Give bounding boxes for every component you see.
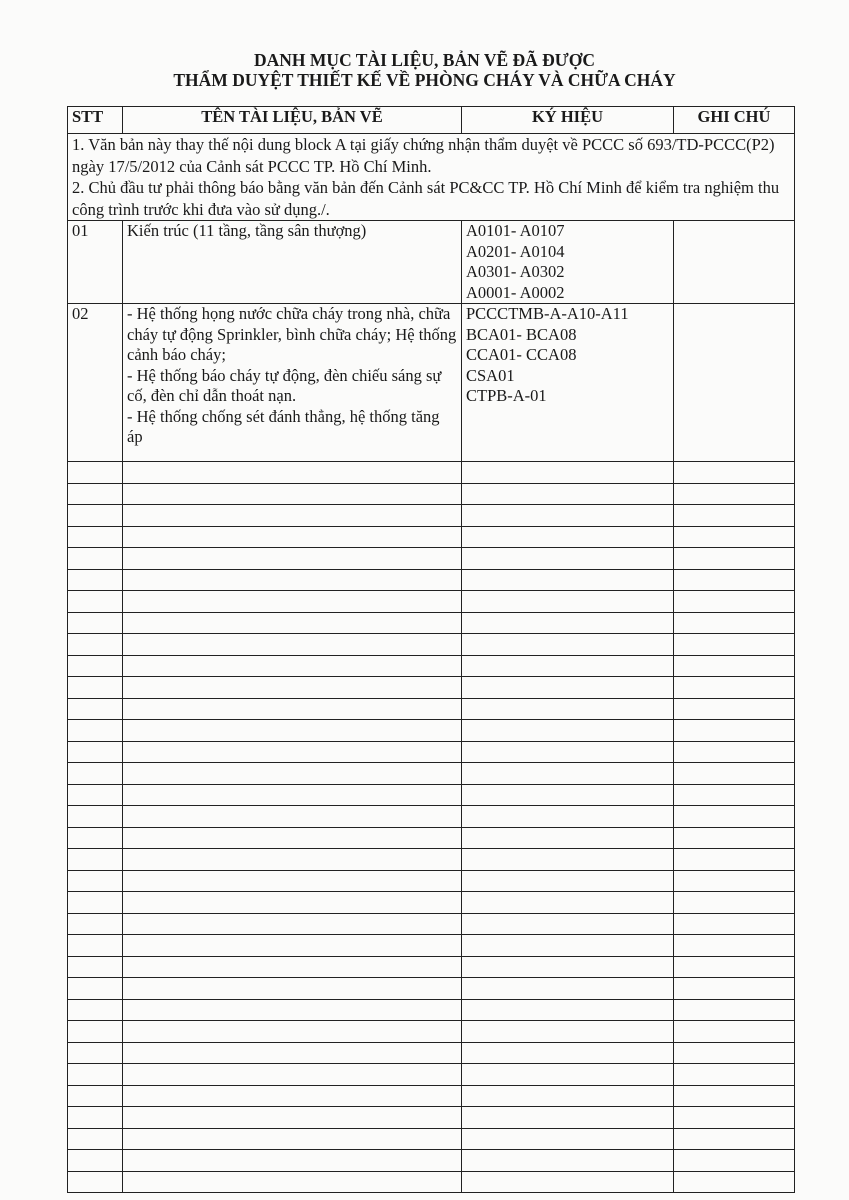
empty-cell bbox=[674, 956, 795, 978]
empty-cell bbox=[68, 870, 123, 892]
empty-cell bbox=[123, 634, 462, 656]
empty-cell bbox=[123, 913, 462, 935]
empty-cell bbox=[674, 612, 795, 634]
empty-table-row bbox=[68, 1128, 795, 1150]
row-codes bbox=[462, 304, 674, 462]
empty-cell bbox=[123, 999, 462, 1021]
empty-cell bbox=[674, 526, 795, 548]
empty-cell bbox=[123, 935, 462, 957]
empty-cell bbox=[462, 1171, 674, 1193]
empty-cell bbox=[123, 1171, 462, 1193]
empty-table-row bbox=[68, 956, 795, 978]
empty-cell bbox=[674, 462, 795, 484]
empty-cell bbox=[462, 1085, 674, 1107]
empty-cell bbox=[68, 505, 123, 527]
empty-cell bbox=[123, 655, 462, 677]
empty-cell bbox=[123, 806, 462, 828]
empty-cell bbox=[123, 1021, 462, 1043]
empty-cell bbox=[462, 849, 674, 871]
row-code: A0201- A0104 bbox=[466, 241, 565, 261]
empty-cell bbox=[674, 483, 795, 505]
empty-cell bbox=[674, 634, 795, 656]
empty-table-row bbox=[68, 677, 795, 699]
empty-table-row bbox=[68, 1085, 795, 1107]
header-stt: STT bbox=[68, 107, 123, 134]
empty-cell bbox=[674, 548, 795, 570]
empty-cell bbox=[68, 1171, 123, 1193]
empty-table-row bbox=[68, 870, 795, 892]
empty-cell bbox=[68, 913, 123, 935]
empty-cell bbox=[68, 827, 123, 849]
empty-cell bbox=[674, 870, 795, 892]
empty-cell bbox=[462, 591, 674, 613]
empty-cell bbox=[123, 784, 462, 806]
empty-table-row bbox=[68, 806, 795, 828]
row-code: CTPB-A-01 bbox=[466, 386, 547, 405]
row-name-line: - Hệ thống báo cháy tự động, đèn chiếu sáng sự cố, đèn chỉ dẫn thoát nạn. bbox=[127, 365, 442, 405]
empty-table-row bbox=[68, 827, 795, 849]
empty-cell bbox=[674, 505, 795, 527]
empty-cell bbox=[674, 1042, 795, 1064]
empty-cell bbox=[68, 677, 123, 699]
row-code: A0301- A0302 bbox=[466, 262, 565, 281]
empty-table-row bbox=[68, 698, 795, 720]
empty-cell bbox=[674, 763, 795, 785]
empty-cell bbox=[68, 806, 123, 828]
empty-cell bbox=[462, 978, 674, 1000]
empty-cell bbox=[123, 1150, 462, 1172]
empty-cell bbox=[462, 462, 674, 484]
empty-cell bbox=[123, 720, 462, 742]
empty-cell bbox=[674, 978, 795, 1000]
empty-cell bbox=[462, 1128, 674, 1150]
table-row bbox=[68, 304, 795, 462]
empty-cell bbox=[68, 1107, 123, 1129]
empty-cell bbox=[462, 569, 674, 591]
empty-cell bbox=[123, 505, 462, 527]
note-2: 2. Chủ đầu tư phải thông báo bằng văn bản đến Cảnh sát PC&CC TP. Hồ Chí Minh để kiểm tra nghiệm thu công trình trước khi đưa vào sử dụng./. bbox=[72, 178, 780, 219]
empty-cell bbox=[123, 591, 462, 613]
table-header-row bbox=[68, 107, 795, 134]
empty-cell bbox=[123, 870, 462, 892]
title-line-1: DANH MỤC TÀI LIỆU, BẢN VẼ ĐÃ ĐƯỢC bbox=[254, 50, 595, 70]
empty-cell bbox=[674, 655, 795, 677]
empty-cell bbox=[123, 1042, 462, 1064]
empty-table-row bbox=[68, 655, 795, 677]
empty-table-row bbox=[68, 978, 795, 1000]
empty-table-row bbox=[68, 1064, 795, 1086]
empty-cell bbox=[68, 569, 123, 591]
empty-cell bbox=[674, 999, 795, 1021]
notes-row bbox=[68, 134, 795, 221]
empty-cell bbox=[674, 720, 795, 742]
empty-table-row bbox=[68, 591, 795, 613]
empty-cell bbox=[123, 1085, 462, 1107]
empty-cell bbox=[68, 526, 123, 548]
empty-table-row bbox=[68, 935, 795, 957]
row-code: A0001- A0002 bbox=[466, 282, 565, 302]
empty-cell bbox=[68, 634, 123, 656]
empty-cell bbox=[674, 677, 795, 699]
row-code: A0101- A0107 bbox=[466, 221, 565, 240]
empty-cell bbox=[462, 827, 674, 849]
empty-cell bbox=[68, 1042, 123, 1064]
header-code: KÝ HIỆU bbox=[462, 107, 674, 134]
empty-cell bbox=[123, 569, 462, 591]
empty-cell bbox=[68, 763, 123, 785]
empty-cell bbox=[68, 1150, 123, 1172]
empty-table-row bbox=[68, 913, 795, 935]
empty-cell bbox=[674, 806, 795, 828]
row-note bbox=[674, 221, 795, 304]
empty-table-row bbox=[68, 741, 795, 763]
empty-cell bbox=[674, 784, 795, 806]
row-code: BCA01- BCA08 bbox=[466, 324, 577, 344]
empty-cell bbox=[68, 462, 123, 484]
empty-cell bbox=[123, 548, 462, 570]
table-row bbox=[68, 221, 795, 304]
empty-cell bbox=[462, 634, 674, 656]
empty-cell bbox=[462, 763, 674, 785]
empty-cell bbox=[123, 677, 462, 699]
empty-table-row bbox=[68, 569, 795, 591]
empty-cell bbox=[123, 741, 462, 763]
row-name-line: - Hệ thống chống sét đánh thẳng, hệ thống tăng áp bbox=[127, 406, 440, 446]
note-1: 1. Văn bản này thay thế nội dung block A tại giấy chứng nhận thẩm duyệt về PCCC số 693/TD-PCCC(P2) ngày 17/5/2012 của Cảnh sát PCCC TP. Hồ Chí Minh. bbox=[72, 135, 775, 176]
empty-cell bbox=[462, 892, 674, 914]
empty-cell bbox=[68, 1128, 123, 1150]
empty-cell bbox=[462, 870, 674, 892]
empty-table-row bbox=[68, 1107, 795, 1129]
empty-cell bbox=[68, 720, 123, 742]
empty-cell bbox=[123, 956, 462, 978]
empty-cell bbox=[68, 1064, 123, 1086]
empty-table-row bbox=[68, 1150, 795, 1172]
empty-cell bbox=[674, 827, 795, 849]
empty-cell bbox=[68, 548, 123, 570]
title-line-2: THẨM DUYỆT THIẾT KẾ VỀ PHÒNG CHÁY VÀ CHỮA CHÁY bbox=[173, 70, 676, 90]
document-title bbox=[0, 50, 849, 90]
empty-cell bbox=[674, 913, 795, 935]
empty-cell bbox=[123, 462, 462, 484]
empty-cell bbox=[674, 591, 795, 613]
empty-cell bbox=[123, 849, 462, 871]
empty-cell bbox=[674, 1021, 795, 1043]
empty-cell bbox=[462, 505, 674, 527]
empty-cell bbox=[462, 698, 674, 720]
empty-table-row bbox=[68, 612, 795, 634]
empty-cell bbox=[68, 698, 123, 720]
notes-cell bbox=[68, 134, 795, 221]
empty-cell bbox=[462, 720, 674, 742]
empty-cell bbox=[123, 483, 462, 505]
empty-cell bbox=[68, 784, 123, 806]
empty-cell bbox=[462, 1064, 674, 1086]
empty-table-row bbox=[68, 999, 795, 1021]
empty-table-row bbox=[68, 505, 795, 527]
empty-table-row bbox=[68, 1042, 795, 1064]
empty-table-row bbox=[68, 892, 795, 914]
empty-cell bbox=[674, 1171, 795, 1193]
row-stt: 02 bbox=[68, 304, 123, 462]
empty-cell bbox=[68, 741, 123, 763]
empty-cell bbox=[68, 956, 123, 978]
row-name bbox=[123, 304, 462, 462]
empty-cell bbox=[674, 1085, 795, 1107]
empty-cell bbox=[462, 1150, 674, 1172]
empty-table-row bbox=[68, 763, 795, 785]
empty-cell bbox=[123, 978, 462, 1000]
empty-table-row bbox=[68, 634, 795, 656]
empty-rows bbox=[68, 462, 795, 1193]
row-name-line: - Hệ thống họng nước chữa cháy trong nhà, chữa cháy tự động Sprinkler, bình chữa cháy; Hệ thống cảnh báo cháy; bbox=[127, 304, 457, 364]
empty-cell bbox=[462, 999, 674, 1021]
empty-table-row bbox=[68, 483, 795, 505]
empty-cell bbox=[674, 569, 795, 591]
empty-cell bbox=[462, 548, 674, 570]
empty-cell bbox=[674, 935, 795, 957]
empty-cell bbox=[462, 1107, 674, 1129]
empty-cell bbox=[674, 1064, 795, 1086]
empty-cell bbox=[462, 741, 674, 763]
empty-cell bbox=[123, 763, 462, 785]
empty-cell bbox=[674, 1128, 795, 1150]
header-note: GHI CHÚ bbox=[674, 107, 795, 134]
empty-cell bbox=[123, 1107, 462, 1129]
empty-cell bbox=[462, 1042, 674, 1064]
empty-cell bbox=[462, 935, 674, 957]
empty-cell bbox=[68, 483, 123, 505]
empty-cell bbox=[674, 849, 795, 871]
empty-cell bbox=[462, 956, 674, 978]
empty-cell bbox=[462, 806, 674, 828]
empty-table-row bbox=[68, 849, 795, 871]
empty-cell bbox=[674, 741, 795, 763]
empty-table-row bbox=[68, 1021, 795, 1043]
empty-cell bbox=[674, 698, 795, 720]
empty-cell bbox=[123, 827, 462, 849]
empty-cell bbox=[68, 999, 123, 1021]
empty-cell bbox=[462, 526, 674, 548]
empty-cell bbox=[68, 591, 123, 613]
row-note bbox=[674, 304, 795, 462]
empty-cell bbox=[462, 655, 674, 677]
empty-cell bbox=[123, 612, 462, 634]
empty-table-row bbox=[68, 526, 795, 548]
empty-cell bbox=[68, 1085, 123, 1107]
empty-table-row bbox=[68, 462, 795, 484]
empty-cell bbox=[68, 892, 123, 914]
empty-cell bbox=[462, 1021, 674, 1043]
empty-cell bbox=[462, 483, 674, 505]
empty-cell bbox=[462, 677, 674, 699]
document-table bbox=[67, 106, 795, 1193]
row-code: CCA01- CCA08 bbox=[466, 345, 577, 364]
empty-table-row bbox=[68, 548, 795, 570]
empty-cell bbox=[123, 698, 462, 720]
row-name bbox=[123, 221, 462, 304]
empty-cell bbox=[123, 1128, 462, 1150]
empty-table-row bbox=[68, 784, 795, 806]
empty-cell bbox=[674, 1107, 795, 1129]
empty-cell bbox=[68, 978, 123, 1000]
empty-cell bbox=[68, 612, 123, 634]
header-name: TÊN TÀI LIỆU, BẢN VẼ bbox=[123, 107, 462, 134]
empty-cell bbox=[123, 892, 462, 914]
row-stt: 01 bbox=[68, 221, 123, 304]
empty-cell bbox=[123, 1064, 462, 1086]
empty-cell bbox=[123, 526, 462, 548]
empty-cell bbox=[68, 935, 123, 957]
empty-cell bbox=[68, 849, 123, 871]
empty-cell bbox=[674, 1150, 795, 1172]
empty-cell bbox=[68, 1021, 123, 1043]
row-code: PCCCTMB-A-A10-A11 bbox=[466, 304, 629, 323]
row-name-line: Kiến trúc (11 tầng, tầng sân thượng) bbox=[127, 221, 367, 240]
empty-cell bbox=[462, 784, 674, 806]
empty-cell bbox=[462, 913, 674, 935]
row-code: CSA01 bbox=[466, 365, 515, 385]
row-codes bbox=[462, 221, 674, 304]
empty-table-row bbox=[68, 720, 795, 742]
empty-cell bbox=[462, 612, 674, 634]
empty-cell bbox=[68, 655, 123, 677]
empty-table-row bbox=[68, 1171, 795, 1193]
empty-cell bbox=[674, 892, 795, 914]
